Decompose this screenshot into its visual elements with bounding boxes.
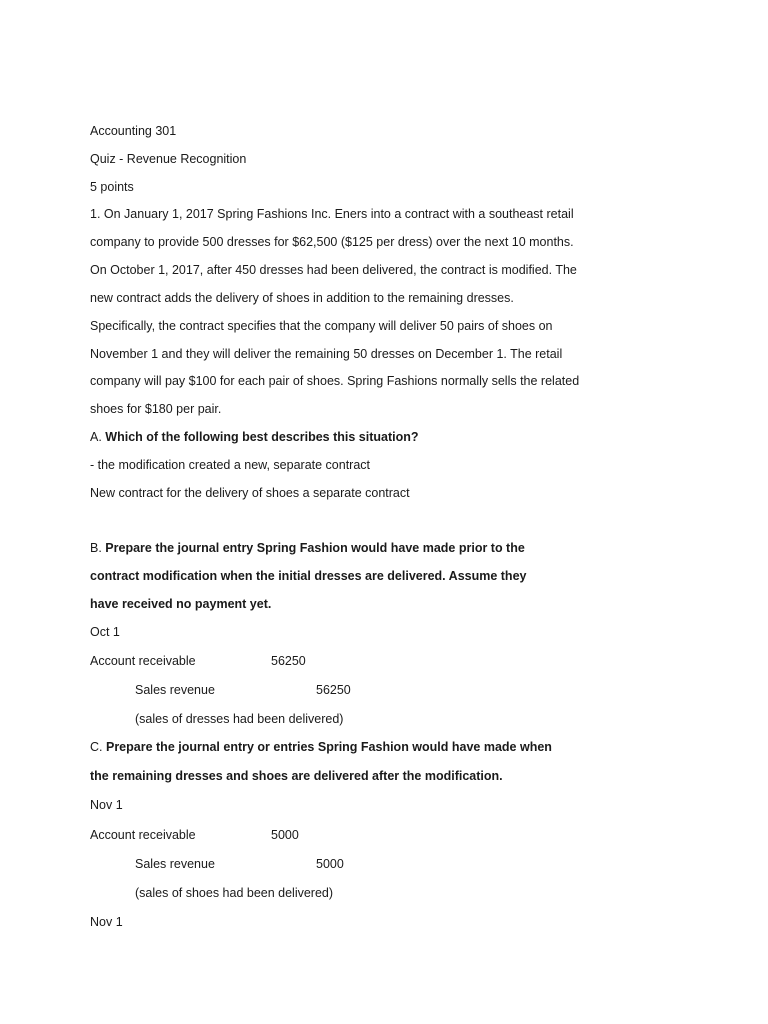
debit-amount: 5000 <box>271 828 299 842</box>
part-a-answer-2: New contract for the delivery of shoes a separate contract <box>90 486 410 500</box>
question1-line-6: November 1 and they will deliver the remaining 50 dresses on December 1. The retail <box>90 347 563 361</box>
part-c-question-text: Prepare the journal entry or entries Spring Fashion would have made when <box>105 740 552 754</box>
document-page <box>90 0 730 1024</box>
debit-account: Account receivable <box>90 828 196 842</box>
part-b-question-line-2: contract modification when the initial dresses are delivered. Assume they <box>90 569 527 583</box>
question1-line-7: company will pay $100 for each pair of shoes. Spring Fashions normally sells the related <box>90 374 580 388</box>
quiz-title: Quiz - Revenue Recognition <box>90 152 247 166</box>
debit-amount: 56250 <box>271 654 306 668</box>
part-a-question-text: Which of the following best describes this situation? <box>105 430 419 444</box>
part-a-question <box>90 429 419 445</box>
entry-date: Oct 1 <box>90 625 120 639</box>
credit-account: Sales revenue <box>135 857 215 871</box>
part-b-question-line-1 <box>90 540 525 556</box>
question1-line-4: new contract adds the delivery of shoes in addition to the remaining dresses. <box>90 291 514 305</box>
part-a-prefix: A. <box>90 430 106 444</box>
part-c-question-line-2: the remaining dresses and shoes are delivered after the modification. <box>90 769 503 783</box>
course-title: Accounting 301 <box>90 124 177 138</box>
credit-amount: 5000 <box>316 857 344 871</box>
question1-line-2: company to provide 500 dresses for $62,500 ($125 per dress) over the next 10 months. <box>90 235 574 249</box>
credit-amount: 56250 <box>316 683 351 697</box>
part-a-answer-1: - the modification created a new, separate contract <box>90 458 371 472</box>
entry-memo: (sales of shoes had been delivered) <box>135 886 334 900</box>
part-b-question-text: Prepare the journal entry Spring Fashion would have made prior to the <box>105 541 525 555</box>
question1-line-5: Specifically, the contract specifies that the company will deliver 50 pairs of shoes on <box>90 319 553 333</box>
part-b-prefix: B. <box>90 541 106 555</box>
credit-account: Sales revenue <box>135 683 215 697</box>
part-b-question-line-3: have received no payment yet. <box>90 597 272 611</box>
part-c-prefix: C. <box>90 740 106 754</box>
entry-date: Nov 1 <box>90 798 123 812</box>
question1-line-3: On October 1, 2017, after 450 dresses had been delivered, the contract is modified. The <box>90 263 577 277</box>
points-label: 5 points <box>90 180 134 194</box>
entry-date: Nov 1 <box>90 915 123 929</box>
part-c-question-line-1 <box>90 739 552 755</box>
entry-memo: (sales of dresses had been delivered) <box>135 712 344 726</box>
debit-account: Account receivable <box>90 654 196 668</box>
question1-line-8: shoes for $180 per pair. <box>90 402 222 416</box>
question1-line-1: 1. On January 1, 2017 Spring Fashions Inc. Eners into a contract with a southeast retail <box>90 207 574 221</box>
